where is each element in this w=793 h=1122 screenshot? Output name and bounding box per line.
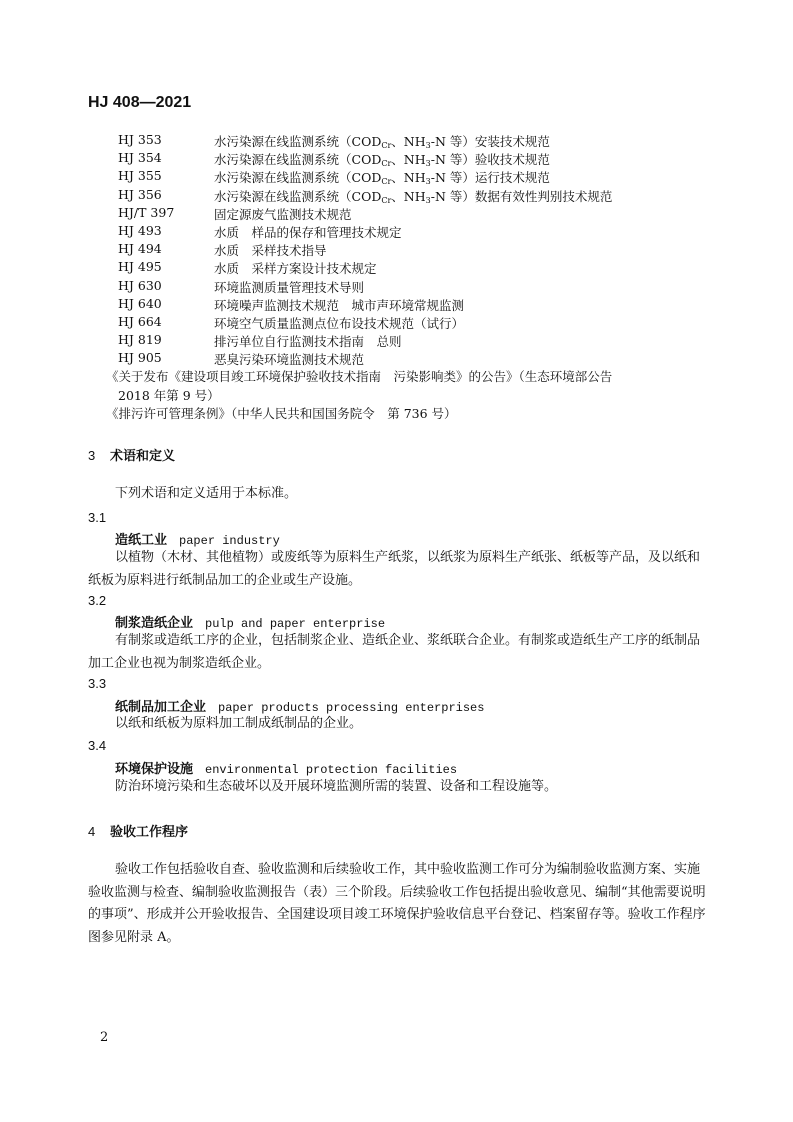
term-english: pulp and paper enterprise: [205, 617, 386, 631]
term-heading: [115, 529, 280, 548]
reference-item: [118, 132, 718, 150]
term-heading: [115, 612, 385, 631]
reference-title: 水污染源在线监测系统（$COD_{Cr}$、$NH_3-N$ 等）验收技术规范: [214, 152, 550, 169]
term-chinese: 环境保护设施: [115, 761, 194, 776]
reference-item: [118, 314, 718, 332]
term-heading: [115, 758, 457, 777]
announcement-line: 2018 年第 9 号）: [118, 387, 220, 403]
reference-code: HJ 640: [118, 295, 162, 311]
term-english: paper products processing enterprises: [218, 701, 485, 715]
reference-item: [118, 205, 718, 223]
reference-item: [118, 296, 718, 314]
reference-item: [118, 150, 718, 168]
reference-code: HJ/T 397: [118, 204, 175, 220]
reference-code: HJ 354: [118, 150, 162, 166]
term-english: environmental protection facilities: [205, 763, 458, 777]
reference-title: 固定源废气监测技术规范: [214, 206, 352, 222]
term-number: 3.4: [88, 738, 107, 753]
term-definition: 有制浆或造纸工序的企业，包括制浆企业、造纸企业、浆纸联合企业。有制浆或造纸生产工序的纸制品加工企业也视为制浆造纸企业。: [88, 633, 701, 671]
term-chinese: 纸制品加工企业: [115, 699, 207, 714]
announcement-line: 《关于发布《建设项目竣工环境保护验收技术指南 污染影响类》的公告》（生态环境部公告: [106, 369, 613, 385]
reference-title: 水质 样品的保存和管理技术规定: [214, 224, 402, 240]
reference-title: 环境空气质量监测点位布设技术规范（试行）: [214, 315, 465, 331]
reference-code: HJ 495: [118, 259, 162, 275]
section-title: 验收工作程序: [110, 824, 189, 839]
section-4-body: 验收工作包括验收自查、验收监测和后续验收工作，其中验收监测工作可分为编制验收监测方案、实施验收监测与检查、编制验收监测报告（表）三个阶段。后续验收工作包括提出验收意见、编制“其他需要说明的事项”、形成并公开验收报告、全国建设项目竣工环境保护验收信息平台登记、档案留存等。验收工作程序图参见附录 A。: [88, 862, 706, 945]
term-number: 3.1: [88, 510, 107, 525]
reference-code: HJ 355: [118, 168, 162, 184]
reference-item: [118, 187, 718, 205]
reference-item: [118, 168, 718, 186]
reference-code: HJ 356: [118, 186, 162, 202]
reference-title: 水污染源在线监测系统（$COD_{Cr}$、$NH_3-N$ 等）运行技术规范: [214, 170, 550, 187]
reference-code: HJ 493: [118, 222, 162, 238]
term-number: 3.3: [88, 676, 107, 691]
announcement-references: [106, 368, 718, 423]
reference-item: [118, 223, 718, 241]
section-4-heading: [88, 821, 188, 840]
reference-item: [118, 241, 718, 259]
reference-code: HJ 905: [118, 350, 162, 366]
section-number: 4: [88, 824, 96, 839]
reference-item: [118, 350, 718, 368]
normative-references-list: [106, 132, 718, 423]
reference-title: 水污染源在线监测系统（$COD_{Cr}$、$NH_3-N$ 等）数据有效性判别技术规范: [214, 188, 613, 205]
section-3-intro: 下列术语和定义适用于本标准。: [115, 486, 298, 501]
section-title: 术语和定义: [110, 448, 176, 463]
term-definition: 防治环境污染和生态破坏以及开展环境监测所需的装置、设备和工程设施等。: [115, 779, 558, 794]
page-number: 2: [100, 1030, 109, 1045]
reference-code: HJ 630: [118, 277, 162, 293]
reference-code: HJ 664: [118, 313, 162, 329]
section-3-heading: [88, 445, 175, 464]
reference-title: 环境噪声监测技术规范 城市声环境常规监测: [214, 297, 465, 313]
reference-title: 水质 采样方案设计技术规定: [214, 261, 377, 277]
reference-title: 恶臭污染环境监测技术规范: [214, 352, 365, 368]
reference-item: [118, 278, 718, 296]
reference-title: 水污染源在线监测系统（$COD_{Cr}$、$NH_3-N$ 等）安装技术规范: [214, 134, 550, 150]
reference-title: 水质 采样技术指导: [214, 243, 327, 259]
reference-code: HJ 353: [118, 132, 162, 147]
section-number: 3: [88, 448, 96, 463]
term-definition: 以纸和纸板为原料加工制成纸制品的企业。: [115, 716, 363, 731]
reference-item: [118, 332, 718, 350]
term-number: 3.2: [88, 593, 107, 608]
standard-code-header: HJ 408—2021: [88, 94, 192, 111]
announcement-line: 《排污许可管理条例》（中华人民共和国国务院令 第 736 号）: [106, 405, 457, 421]
reference-title: 排污单位自行监测技术指南 总则: [214, 334, 402, 350]
reference-code: HJ 819: [118, 332, 162, 348]
term-chinese: 造纸工业: [115, 532, 168, 547]
reference-code: HJ 494: [118, 241, 162, 257]
term-definition: 以植物（木材、其他植物）或废纸等为原料生产纸浆，以纸浆为原料生产纸张、纸板等产品，及以纸和纸板为原料进行纸制品加工的企业或生产设施。: [88, 550, 701, 588]
term-chinese: 制浆造纸企业: [115, 615, 194, 630]
reference-title: 环境监测质量管理技术导则: [214, 279, 365, 295]
reference-item: [118, 259, 718, 277]
term-english: paper industry: [179, 534, 280, 548]
